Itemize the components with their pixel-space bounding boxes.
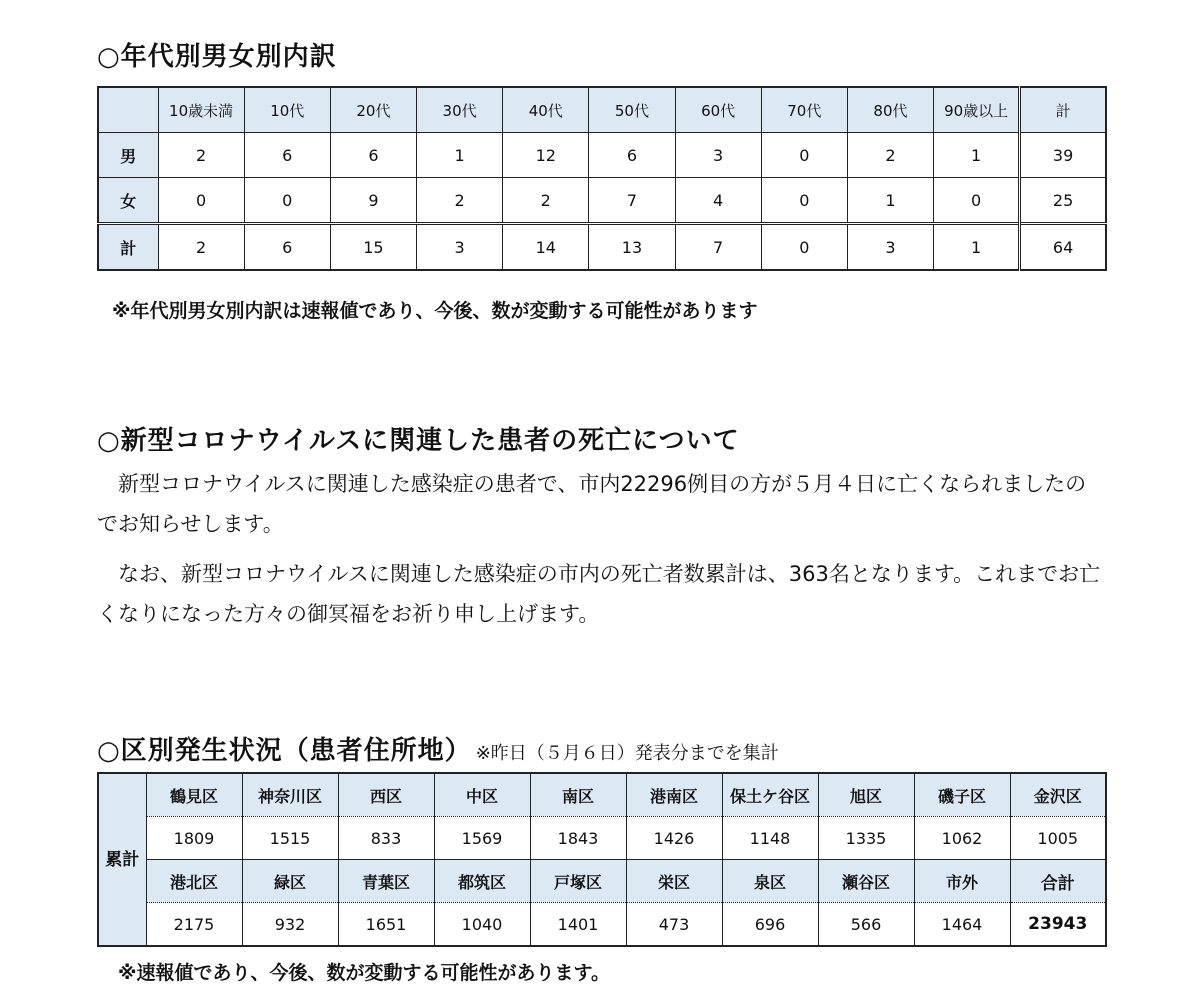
ward-section-title: [97, 730, 779, 767]
ward-value: 1062: [914, 817, 1010, 860]
age-column-header: 90歳以上: [934, 87, 1020, 133]
death-section-title: ○新型コロナウイルスに関連した患者の死亡について: [97, 426, 740, 456]
table-cell: 1: [934, 224, 1020, 271]
ward-name: 都筑区: [434, 860, 530, 903]
ward-value: 1515: [242, 817, 338, 860]
table-cell: 6: [244, 224, 330, 271]
ward-value: 1809: [146, 817, 242, 860]
ward-name: 港北区: [146, 860, 242, 903]
age-corner-cell: [98, 87, 158, 133]
table-cell: 0: [761, 224, 847, 271]
ward-value: 696: [722, 903, 818, 947]
ward-value: 1040: [434, 903, 530, 947]
ward-value: 1148: [722, 817, 818, 860]
table-cell: 1: [417, 133, 503, 178]
ward-name: 旭区: [818, 773, 914, 817]
ward-name: 青葉区: [338, 860, 434, 903]
ward-name: 鶴見区: [146, 773, 242, 817]
ward-value: 833: [338, 817, 434, 860]
age-column-header: 60代: [675, 87, 761, 133]
ward-table-note: ※速報値であり、今後、数が変動する可能性があります。: [118, 962, 610, 984]
table-cell: 0: [244, 178, 330, 224]
ward-name: 栄区: [626, 860, 722, 903]
death-paragraph-2: なお、新型コロナウイルスに関連した感染症の市内の死亡者数累計は、363名となります。これまでお亡くなりになった方々の御冥福をお祈り申し上げます。: [97, 562, 1101, 626]
table-cell-total: 39: [1020, 133, 1106, 178]
table-cell: 2: [158, 133, 244, 178]
table-cell: 0: [761, 178, 847, 224]
table-cell: 3: [675, 133, 761, 178]
age-section-title: ○年代別男女別内訳: [97, 42, 337, 72]
ward-name: 磯子区: [914, 773, 1010, 817]
table-cell: 15: [330, 224, 416, 271]
ward-name: 金沢区: [1010, 773, 1106, 817]
ward-name: 西区: [338, 773, 434, 817]
row-label: 女: [98, 178, 158, 224]
ward-name: 市外: [914, 860, 1010, 903]
table-cell: 3: [847, 224, 933, 271]
ward-name: 神奈川区: [242, 773, 338, 817]
ward-value: 1569: [434, 817, 530, 860]
age-column-header: 80代: [847, 87, 933, 133]
table-row-female: [98, 178, 1106, 224]
table-cell: 7: [589, 178, 675, 224]
table-cell: 2: [158, 224, 244, 271]
age-column-header: 10代: [244, 87, 330, 133]
table-cell: 6: [330, 133, 416, 178]
age-column-header: 30代: [417, 87, 503, 133]
table-cell: 13: [589, 224, 675, 271]
table-cell: 4: [675, 178, 761, 224]
ward-value: 566: [818, 903, 914, 947]
table-cell: 6: [244, 133, 330, 178]
age-column-header: 20代: [330, 87, 416, 133]
row-label: 計: [98, 224, 158, 271]
table-row-total: [98, 224, 1106, 271]
ward-name: 泉区: [722, 860, 818, 903]
ward-value: 1843: [530, 817, 626, 860]
table-cell: 0: [761, 133, 847, 178]
table-cell-total: 25: [1020, 178, 1106, 224]
ward-name-row-1: [98, 773, 1106, 817]
age-table-note: ※年代別男女別内訳は速報値であり、今後、数が変動する可能性があります: [112, 300, 758, 322]
age-column-header: 50代: [589, 87, 675, 133]
row-label: 男: [98, 133, 158, 178]
ward-value: 1651: [338, 903, 434, 947]
ward-name-row-2: [98, 860, 1106, 903]
ward-value: 1335: [818, 817, 914, 860]
table-cell: 12: [503, 133, 589, 178]
ward-value-row-2: [98, 903, 1106, 947]
table-cell: 0: [158, 178, 244, 224]
ward-value: 2175: [146, 903, 242, 947]
ward-name: 瀬谷区: [818, 860, 914, 903]
grand-total-value: 23943: [1010, 903, 1106, 947]
table-cell: 0: [934, 178, 1020, 224]
table-cell: 2: [847, 133, 933, 178]
table-cell: 3: [417, 224, 503, 271]
ward-value: 1464: [914, 903, 1010, 947]
ward-name: 南区: [530, 773, 626, 817]
death-paragraph-1: 新型コロナウイルスに関連した感染症の患者で、市内22296例目の方が５月４日に亡くなられましたのでお知らせします。: [97, 472, 1087, 536]
ward-name: 保土ケ谷区: [722, 773, 818, 817]
ward-name: 港南区: [626, 773, 722, 817]
table-cell: 2: [417, 178, 503, 224]
age-column-header: 40代: [503, 87, 589, 133]
table-cell: 9: [330, 178, 416, 224]
table-cell: 7: [675, 224, 761, 271]
cumulative-label: 累計: [98, 773, 146, 946]
table-row-male: [98, 133, 1106, 178]
ward-name: 中区: [434, 773, 530, 817]
table-cell: 1: [934, 133, 1020, 178]
age-column-header: 10歳未満: [158, 87, 244, 133]
ward-value: 1005: [1010, 817, 1106, 860]
age-header-row: [98, 87, 1106, 133]
ward-value: 1401: [530, 903, 626, 947]
age-column-header: 70代: [761, 87, 847, 133]
grand-total-label: 合計: [1010, 860, 1106, 903]
ward-name: 緑区: [242, 860, 338, 903]
age-column-header: 計: [1020, 87, 1106, 133]
table-cell-grand-total: 64: [1020, 224, 1106, 271]
ward-value: 473: [626, 903, 722, 947]
age-gender-table: [97, 86, 1107, 271]
ward-name: 戸塚区: [530, 860, 626, 903]
ward-value: 932: [242, 903, 338, 947]
ward-value-row-1: [98, 817, 1106, 860]
ward-cases-table: [97, 772, 1107, 947]
ward-subtitle: ※昨日（５月６日）発表分までを集計: [475, 743, 779, 764]
ward-value: 1426: [626, 817, 722, 860]
table-cell: 14: [503, 224, 589, 271]
ward-title-text: ○区別発生状況（患者住所地）: [97, 736, 472, 766]
table-cell: 1: [847, 178, 933, 224]
table-cell: 6: [589, 133, 675, 178]
table-cell: 2: [503, 178, 589, 224]
